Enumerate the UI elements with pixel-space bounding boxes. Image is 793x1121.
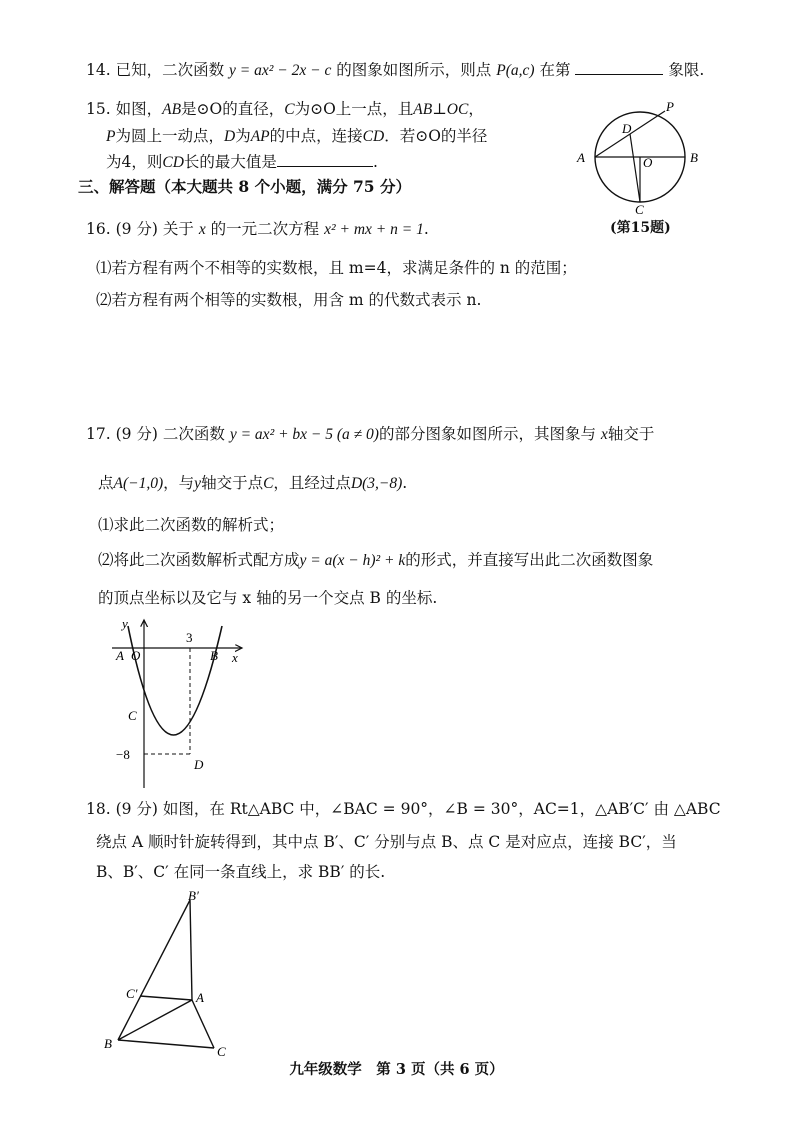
q15-t: ，	[468, 100, 484, 118]
q16-t: .	[423, 220, 429, 238]
tick-3: 3	[186, 630, 193, 645]
q15-t: 为圆上一动点，	[115, 127, 224, 145]
q15-line-2	[106, 126, 487, 147]
page-footer: 九年级数学 第 3 页（共 6 页）	[289, 1061, 504, 1078]
q14-text-2: 的图象如图所示，则点	[336, 61, 492, 79]
label-d: D	[194, 757, 204, 772]
q16-equation: x² + mx + n = 1	[324, 221, 424, 238]
q16-m: x	[198, 221, 206, 238]
q17-t: 的部分图象如图所示，其图象与	[378, 425, 596, 443]
label-a: A	[577, 150, 585, 165]
label-o: O	[643, 155, 653, 170]
segment-cd	[630, 134, 640, 202]
q17-m: D(3,−8)	[350, 475, 403, 492]
q17-m: x	[600, 426, 608, 443]
q14-text-1: 已知，二次函数	[115, 61, 225, 79]
q15-line-3	[106, 152, 378, 173]
q17-t: 的形式，并直接写出此二次函数图象	[405, 551, 654, 569]
q15-answer-blank[interactable]	[277, 152, 373, 167]
q18-line-2: 绕点 A 顺时针旋转得到，其中点 B′、C′ 分别与点 B、点 C 是对应点，连接 BC′，当	[96, 833, 677, 851]
q18-line-1	[86, 799, 721, 819]
label-bprime: B′	[188, 888, 199, 903]
q16-line-1	[86, 219, 429, 240]
label-o: O	[131, 648, 141, 663]
label-cprime: C′	[126, 986, 138, 1001]
q18-t: (9 分) 如图，在 Rt△ABC 中，∠BAC = 90°，∠B = 30°，AC=1，△AB′C′ 由 △ABC	[115, 800, 721, 818]
q17-t: ，与	[163, 474, 195, 492]
q17-t: 点	[98, 474, 114, 492]
q17-part-3: 的顶点坐标以及它与 x 轴的另一个交点 B 的坐标.	[98, 589, 438, 607]
q18-line-3: B、B′、C′ 在同一条直线上，求 BB′ 的长.	[96, 863, 386, 881]
q15-m: AB⊥OC	[413, 101, 469, 118]
q17-parabola-graph	[110, 616, 255, 791]
q17-line-1	[86, 424, 654, 445]
label-c: C	[635, 202, 644, 217]
q15-line-1	[86, 99, 484, 120]
q14-point: P(a,c)	[496, 62, 535, 79]
q14-line	[86, 60, 704, 81]
label-c: C	[217, 1044, 226, 1058]
section-3-title: 三、解答题（本大题共 8 个小题，满分 75 分）	[78, 177, 411, 196]
q15-m: D	[223, 128, 236, 145]
label-b: B	[690, 150, 698, 165]
tick-neg8: −8	[116, 747, 130, 762]
q15-t: 为4，则	[106, 153, 163, 171]
label-a: A	[196, 990, 204, 1005]
segment-b-c	[118, 1040, 214, 1048]
q15-t: .	[372, 153, 378, 171]
q17-t: (9 分) 二次函数	[115, 425, 225, 443]
parabola-curve	[128, 626, 222, 735]
q16-number: 16.	[86, 220, 111, 238]
q17-t: .	[402, 474, 408, 492]
q15-t: 为⊙O上一点，且	[294, 100, 414, 118]
q15-m: AB	[162, 101, 182, 118]
q17-t: ⑵将此二次函数解析式配方成	[98, 551, 300, 569]
label-b: B	[210, 648, 218, 663]
q17-m: A(−1,0)	[113, 475, 164, 492]
q14-number: 14.	[86, 61, 111, 79]
q17-t: 轴交于	[607, 425, 655, 443]
segment-a-c	[192, 1000, 214, 1048]
q17-line-2	[98, 473, 407, 494]
label-y: y	[122, 616, 128, 631]
segment-b-a	[118, 1000, 192, 1040]
q18-number: 18.	[86, 800, 111, 818]
q17-t: 轴交于点	[201, 474, 264, 492]
q16-t: 的一元二次方程	[210, 220, 320, 238]
segment-bprime-a	[190, 900, 192, 1000]
label-a: A	[116, 648, 124, 663]
q15-t: 如图，	[115, 100, 163, 118]
q15-circle-figure	[570, 96, 710, 220]
label-c: C	[128, 708, 137, 723]
q15-t: ．若⊙O的半径	[384, 127, 488, 145]
q15-t: 的中点，连接	[269, 127, 363, 145]
label-b: B	[104, 1036, 112, 1051]
q17-m: y	[194, 475, 202, 492]
q15-m: AP	[250, 128, 270, 145]
q15-caption: (第15题)	[610, 220, 671, 236]
q17-number: 17.	[86, 425, 111, 443]
q15-number: 15.	[86, 100, 111, 118]
q15-m: P	[106, 128, 116, 145]
q15-m: CD	[162, 154, 184, 171]
q15-t: 长的最大值是	[183, 153, 277, 171]
line-b-bprime	[118, 900, 190, 1040]
q14-text-3: 在第	[539, 61, 571, 79]
q17-part-2	[98, 550, 653, 571]
q17-equation: y = ax² + bx − 5 (a ≠ 0)	[229, 426, 379, 443]
q16-part-2: ⑵若方程有两个相等的实数根，用含 m 的代数式表示 n.	[96, 291, 482, 309]
q15-m: C	[284, 101, 295, 118]
q17-vertex-form: y = a(x − h)² + k	[299, 552, 406, 569]
q17-t: ，且经过点	[273, 474, 351, 492]
q14-answer-blank[interactable]	[575, 60, 663, 75]
q18-triangle-figure	[100, 888, 240, 1058]
q17-part-1: ⑴求此二次函数的解析式；	[98, 516, 285, 534]
segment-cprime-a	[140, 996, 192, 1000]
q15-m: CD	[362, 128, 385, 145]
q16-t: (9 分) 关于	[115, 220, 194, 238]
q14-text-4: 象限.	[668, 61, 705, 79]
label-d: D	[622, 121, 632, 136]
q14-formula: y = ax² − 2x − c	[229, 62, 332, 79]
label-x: x	[232, 650, 238, 665]
label-p: P	[666, 99, 674, 114]
q15-t: 是⊙O的直径，	[181, 100, 285, 118]
q16-part-1: ⑴若方程有两个不相等的实数根，且 m=4，求满足条件的 n 的范围；	[96, 259, 577, 277]
q17-m: C	[263, 475, 274, 492]
q15-t: 为	[235, 127, 251, 145]
